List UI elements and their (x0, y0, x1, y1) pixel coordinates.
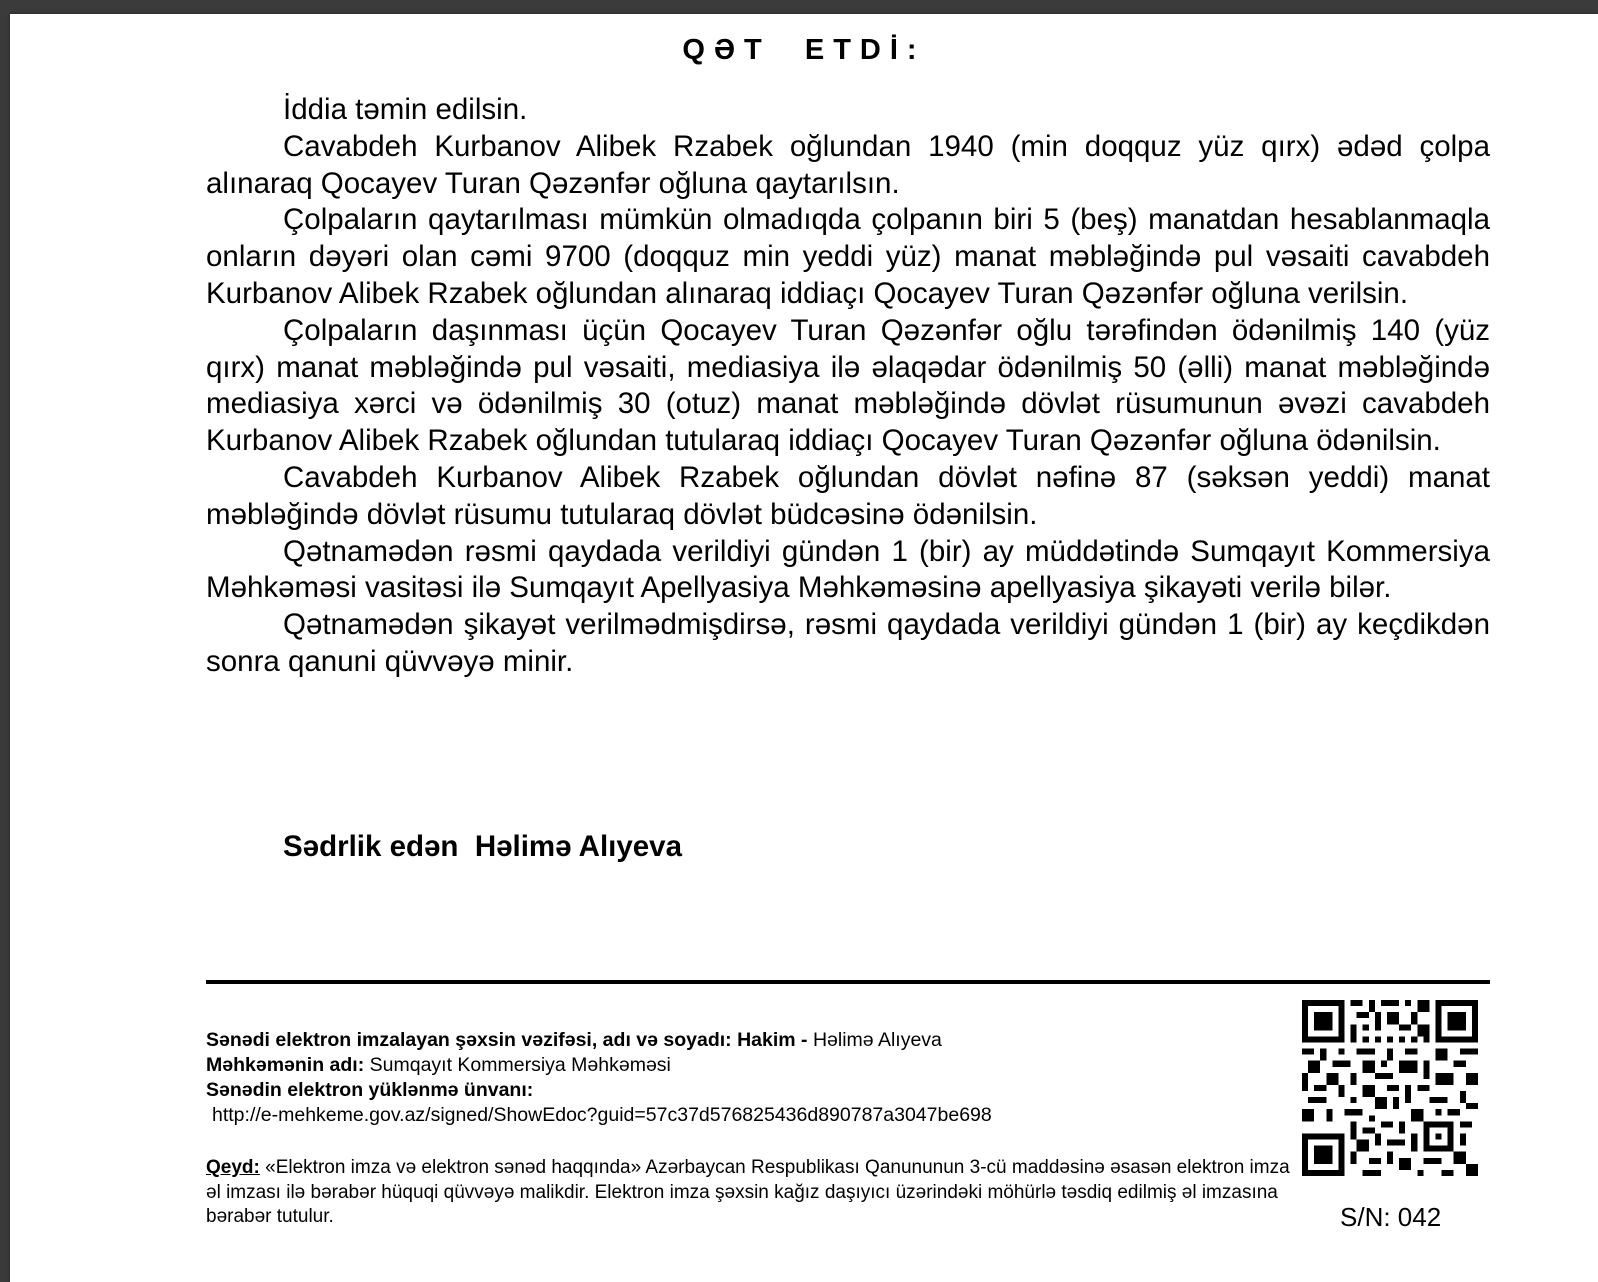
presiding-judge-signature: Sədrlik edən Həlimə Alıyeva (283, 830, 682, 863)
address-row (206, 1078, 1266, 1103)
court-name: Sumqayıt Kommersiya Məhkəməsi (369, 1054, 671, 1076)
signer-label: Sənədi elektron imzalayan şəxsin vəzifəsi, adı və soyadı: Hakim - (206, 1029, 813, 1051)
footer-divider (206, 980, 1490, 984)
paragraph: Çolpaların qaytarılması mümkün olmadıqda çolpanın biri 5 (beş) manatdan hesablanmaqla onların dəyəri olan cəmi 9700 (doqquz min yeddi yüz) manat məbləğində pul vəsaiti cavabdeh Kurbanov Alibek Rzabek oğlundan alınaraq iddiaçı Qocayev Turan Qəzənfər oğluna verilsin. (206, 203, 1490, 310)
note-label: Qeyd: (206, 1157, 260, 1178)
document-url-link[interactable]: http://e-mehkeme.gov.az/signed/ShowEdoc?guid=57c37d576825436d890787a3047be698 (212, 1104, 992, 1126)
note-text: «Elektron imza və elektron sənəd haqqında» Azərbaycan Respublikası Qanununun 3-cü maddəsinə əsasən elektron imza əl imzası ilə bərabər hüquqi qüvvəyə malikdir. Elektron imza şəxsin kağız daşıyıcı üzərindəki möhürlə təsdiq edilmiş əl imzasına bərabər tutulur. (206, 1157, 1290, 1227)
e-signature-info (206, 1028, 1266, 1128)
legal-note (206, 1156, 1296, 1230)
serial-number: S/N: 042 (1340, 1202, 1442, 1232)
paragraph: Cavabdeh Kurbanov Alibek Rzabek oğlundan 1940 (min doqquz yüz qırx) ədəd çolpa alınaraq Qocayev Turan Qəzənfər oğluna qaytarılsın. (206, 129, 1490, 200)
decision-heading: QƏT ETDİ: (682, 34, 926, 66)
paragraph: Çolpaların daşınması üçün Qocayev Turan Qəzənfər oğlu tərəfindən ödənilmiş 140 (yüz qırx) manat məbləğində pul vəsaiti, mediasiya ilə əlaqədar ödənilmiş 50 (əlli) manat məbləğində mediasiya xərci və ödənilmiş 30 (otuz) manat məbləğində dövlət rüsumunun əvəzi cavabdeh Kurbanov Alibek Rzabek oğlundan tutularaq iddiaçı Qocayev Turan Qəzənfər oğluna ödənilsin. (206, 313, 1490, 458)
paragraph: Qətnamədən şikayət verilmədmişdirsə, rəsmi qaydada verildiyi gündən 1 (bir) ay keçdikdən sonra qanuni qüvvəyə minir. (206, 608, 1490, 678)
qr-code-icon (1302, 1000, 1478, 1176)
decision-body (206, 92, 1490, 681)
court-row (206, 1053, 1266, 1078)
document-page (10, 14, 1598, 1282)
signer-name: Həlimə Alıyeva (812, 1029, 942, 1051)
signer-row (206, 1028, 1266, 1053)
court-label: Məhkəmənin adı: (206, 1054, 370, 1076)
paragraph: İddia təmin edilsin. (283, 93, 528, 126)
paragraph: Cavabdeh Kurbanov Alibek Rzabek oğlundan dövlət nəfinə 87 (səksən yeddi) manat məbləğində dövlət rüsumu tutularaq dövlət büdcəsinə ödənilsin. (206, 460, 1490, 531)
address-label: Sənədin elektron yüklənmə ünvanı: (206, 1079, 534, 1101)
paragraph: Qətnamədən rəsmi qaydada verildiyi gündən 1 (bir) ay müddətində Sumqayıt Kommersiya Məhkəməsi vasitəsi ilə Sumqayıt Apellyasiya Məhkəməsinə apellyasiya şikayəti verilə bilər. (206, 534, 1490, 605)
